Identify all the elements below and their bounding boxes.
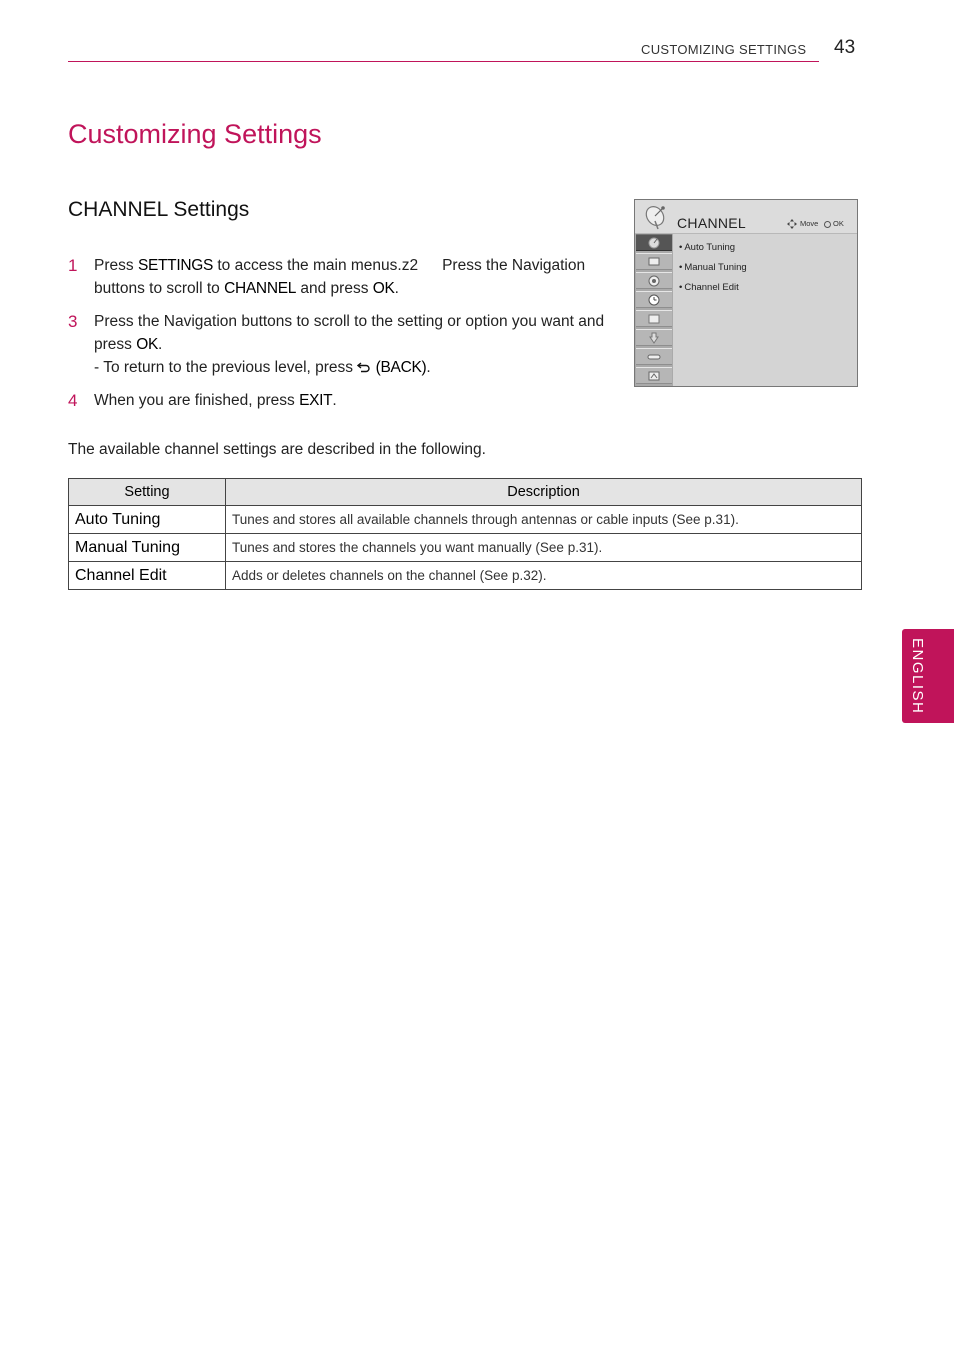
menu-item-list — [679, 242, 747, 302]
setting-name: Manual Tuning — [69, 534, 226, 562]
channel-icon — [636, 234, 672, 251]
back-icon — [357, 361, 371, 373]
page-number: 43 — [834, 37, 856, 58]
note-text: . — [426, 359, 431, 376]
lock-icon — [636, 310, 672, 327]
language-tab-label: ENGLISH — [909, 637, 926, 715]
column-header-description: Description — [226, 479, 862, 506]
menu-header — [635, 200, 857, 234]
channel-key-label: CHANNEL — [224, 280, 297, 297]
ok-button-icon — [824, 221, 831, 228]
move-arrows-icon — [787, 219, 797, 229]
step-text — [94, 254, 628, 300]
intro-text: The available channel settings are described in the following. — [68, 441, 486, 458]
step-text-segment: . — [394, 280, 399, 297]
step-text-segment: Press the Navigation buttons to scroll to — [94, 257, 586, 297]
step-number: 3 — [68, 312, 78, 331]
exit-key-label: EXIT — [299, 392, 333, 409]
step-text-segment: Press the Navigation buttons to scroll to the setting or option you want and press — [94, 313, 605, 353]
step-number: 1 — [68, 256, 78, 275]
setting-description: Adds or deletes channels on the channel (See p.32). — [226, 562, 862, 590]
input-icon — [636, 348, 672, 365]
step-number: 4 — [68, 391, 78, 410]
section-title: CHANNEL Settings — [68, 198, 250, 221]
usb-icon — [636, 367, 672, 384]
setting-name: Channel Edit — [69, 562, 226, 590]
step-text — [94, 389, 628, 412]
option-icon — [636, 329, 672, 346]
table-row — [69, 506, 862, 534]
audio-icon — [636, 272, 672, 289]
menu-title: CHANNEL — [677, 215, 747, 231]
table-row — [69, 534, 862, 562]
settings-key-label: SETTINGS — [137, 257, 214, 274]
setting-description: Tunes and stores the channels you want manually (See p.31). — [226, 534, 862, 562]
step-1 — [68, 254, 628, 300]
move-hint: Move — [800, 219, 819, 228]
menu-category-bar — [635, 234, 673, 386]
menu-item-channel-edit: • Channel Edit — [679, 282, 747, 302]
step-text-segment: When you are finished, press — [94, 392, 300, 409]
ok-hint: OK — [833, 219, 844, 228]
step-text-segment: Press — [94, 257, 138, 274]
step-4 — [68, 389, 628, 412]
time-icon — [636, 291, 672, 308]
table-header-row — [69, 479, 862, 506]
step-text — [94, 310, 628, 379]
table-row — [69, 562, 862, 590]
setting-name: Auto Tuning — [69, 506, 226, 534]
ok-key-label: OK — [136, 336, 159, 353]
menu-item-auto-tuning: • Auto Tuning — [679, 242, 747, 262]
column-header-setting: Setting — [69, 479, 226, 506]
settings-table — [68, 478, 862, 590]
step-text-segment: . — [332, 392, 337, 409]
step-text-segment: to access the main menus.z2 — [213, 257, 419, 274]
step-3 — [68, 310, 628, 379]
step-text-segment: and press — [296, 280, 373, 297]
running-header-section: CUSTOMIZING SETTINGS — [641, 42, 807, 57]
step-note — [94, 356, 628, 379]
step-text-segment: . — [158, 336, 163, 353]
satellite-dish-icon — [643, 204, 669, 230]
header-rule — [68, 61, 819, 62]
setting-description: Tunes and stores all available channels through antennas or cable inputs (See p.31). — [226, 506, 862, 534]
note-text: - To return to the previous level, press — [94, 359, 358, 376]
picture-icon — [636, 253, 672, 270]
menu-item-manual-tuning: • Manual Tuning — [679, 262, 747, 282]
ok-key-label: OK — [372, 280, 395, 297]
channel-menu-screenshot — [634, 199, 858, 387]
back-key-label: (BACK) — [375, 359, 427, 376]
page-title: Customizing Settings — [68, 119, 322, 149]
